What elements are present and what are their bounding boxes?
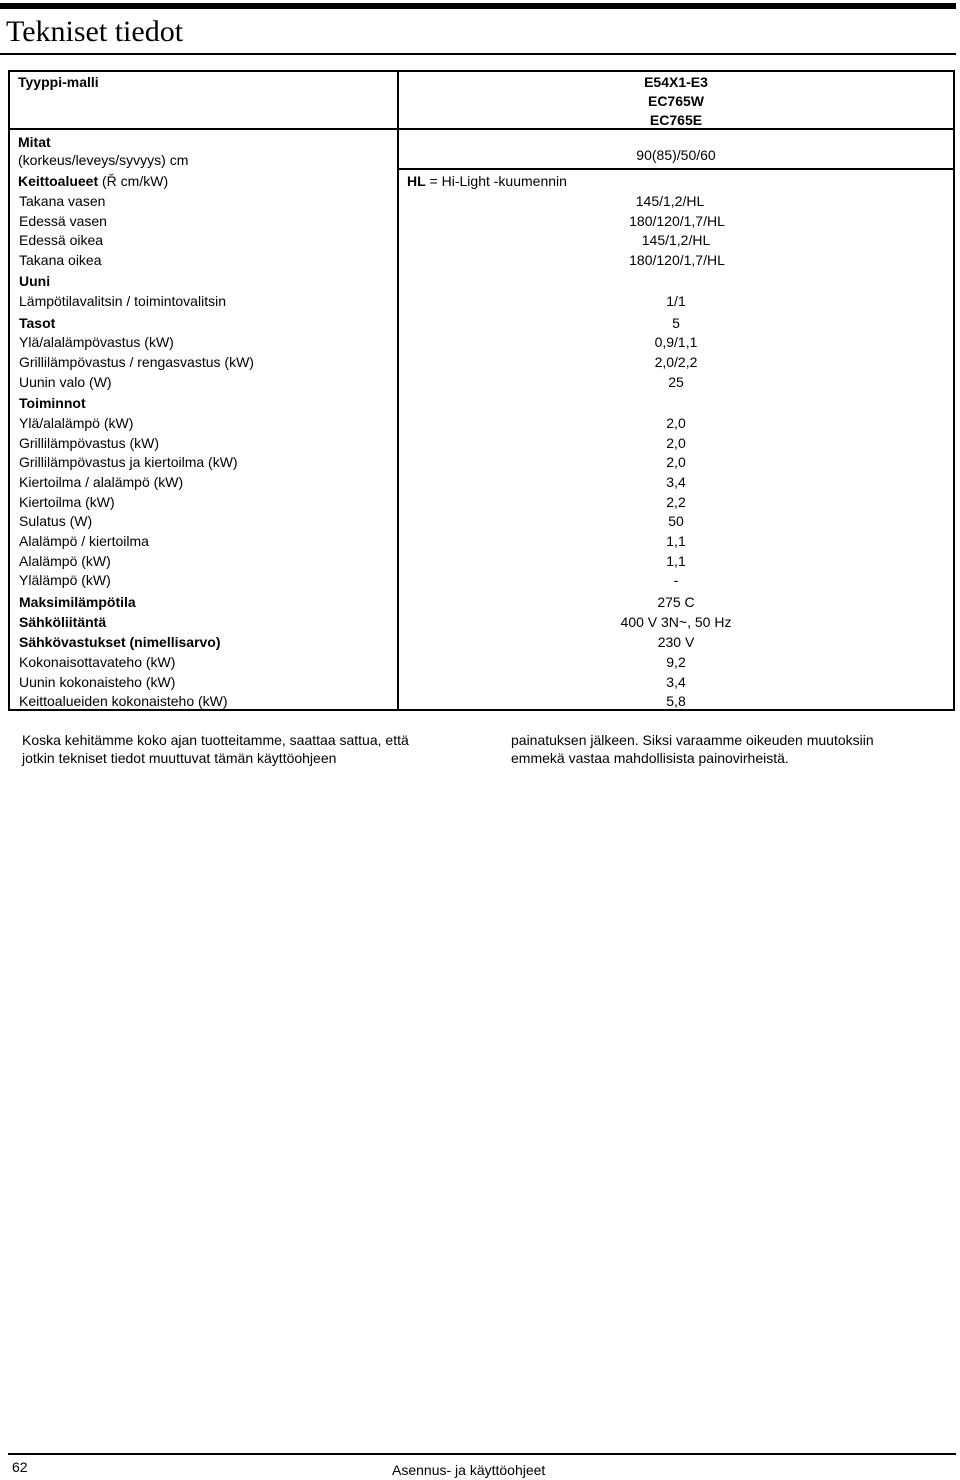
dimensions-label: Mitat — [18, 134, 51, 150]
row-value: 230 V — [657, 634, 695, 650]
row-label: Grillilämpövastus / rengasvastus (kW) — [19, 354, 254, 370]
row-label: Takana vasen — [19, 193, 106, 209]
row-value: 25 — [668, 374, 684, 390]
table-row — [10, 672, 953, 692]
table-row — [10, 531, 953, 551]
footer-title: Asennus- ja käyttöohjeet — [392, 1462, 546, 1478]
table-row — [10, 413, 953, 433]
type-model-label: Tyyppi-malli — [18, 74, 99, 90]
table-row — [10, 291, 953, 311]
table-row — [10, 472, 953, 492]
row-value: 2,0 — [666, 454, 686, 470]
table-row — [10, 433, 953, 453]
row-label: Ylä/alalämpö (kW) — [19, 415, 134, 431]
row-value: 1/1 — [666, 293, 686, 309]
table-row — [10, 691, 953, 711]
row-value: 145/1,2/HL — [641, 232, 711, 248]
row-label: Uunin valo (W) — [19, 374, 112, 390]
page-number: 62 — [12, 1459, 28, 1475]
row-label: Keittoalueiden kokonaisteho (kW) — [19, 693, 228, 709]
table-row — [10, 211, 953, 231]
row-value: 275 C — [657, 594, 695, 610]
hobs-label: Keittoalueet (Ř cm/kW) — [18, 173, 169, 189]
page-title: Tekniset tiedot — [6, 15, 184, 48]
table-row — [10, 250, 953, 270]
row-label: Ylä/alalämpövastus (kW) — [19, 334, 174, 350]
row-value: 400 V 3N~, 50 Hz — [620, 614, 732, 630]
footer-rule — [8, 1453, 956, 1455]
row-label: Lämpötilavalitsin / toimintovalitsin — [19, 293, 226, 309]
row-label: Kiertoilma / alalämpö (kW) — [19, 474, 184, 490]
table-row — [10, 592, 953, 612]
row-label: Alalämpö (kW) — [19, 553, 111, 569]
row-value: 5,8 — [666, 693, 686, 709]
row-label: Grillilämpövastus ja kiertoilma (kW) — [19, 454, 238, 470]
table-row — [10, 332, 953, 352]
row-value: 2,0 — [666, 435, 686, 451]
row-value: 2,2 — [666, 494, 686, 510]
row-value: 0,9/1,1 — [654, 334, 698, 350]
row-value: 3,4 — [666, 474, 686, 490]
row-divider — [398, 168, 955, 170]
table-row — [10, 372, 953, 392]
table-row — [10, 313, 953, 333]
table-row — [10, 612, 953, 632]
table-row — [10, 652, 953, 672]
table-row — [10, 511, 953, 531]
row-label: Ylälämpö (kW) — [19, 572, 111, 588]
row-label: Uunin kokonaisteho (kW) — [19, 674, 176, 690]
table-row — [10, 570, 953, 590]
top-rule — [0, 3, 956, 9]
row-label: Sähkövastukset (nimellisarvo) — [19, 634, 221, 650]
row-label: Maksimilämpötila — [19, 594, 136, 610]
model-name: EC765W — [647, 93, 705, 109]
row-value: 50 — [668, 513, 684, 529]
model-name: EC765E — [649, 112, 703, 128]
row-label: Sähköliitäntä — [19, 614, 107, 630]
table-row — [10, 191, 953, 211]
table-row — [10, 551, 953, 571]
note-right: painatuksen jälkeen. Siksi varaamme oikeuden muutoksiin emmekä vastaa mahdollisista painovirheistä. — [511, 732, 874, 766]
row-label: Kiertoilma (kW) — [19, 494, 115, 510]
row-value: 2,0/2,2 — [654, 354, 698, 370]
table-row — [10, 492, 953, 512]
row-label: Uuni — [19, 273, 51, 289]
row-value: 3,4 — [666, 674, 686, 690]
row-label: Kokonaisottavateho (kW) — [19, 654, 176, 670]
row-value: 2,0 — [666, 415, 686, 431]
row-value: 180/120/1,7/HL — [629, 252, 725, 268]
table-row — [10, 452, 953, 472]
row-value: 5 — [672, 315, 680, 331]
row-label: Edessä oikea — [19, 232, 104, 248]
dimensions-value: 90(85)/50/60 — [636, 147, 716, 163]
table-row — [10, 271, 953, 291]
row-value: 1,1 — [666, 553, 686, 569]
table-row — [10, 352, 953, 372]
row-value: 1,1 — [666, 533, 686, 549]
table-row — [10, 632, 953, 652]
row-label: Tasot — [19, 315, 56, 331]
dimensions-sub-label: (korkeus/leveys/syvyys) cm — [18, 152, 189, 168]
row-label: Takana oikea — [19, 252, 102, 268]
row-label: Grillilämpövastus (kW) — [19, 435, 160, 451]
row-label: Sulatus (W) — [19, 513, 93, 529]
title-rule — [0, 53, 956, 55]
hl-note: HL = Hi-Light -kuumennin — [407, 173, 567, 189]
row-value: - — [673, 572, 679, 588]
note-left: Koska kehitämme koko ajan tuotteitamme, saattaa sattua, että jotkin tekniset tiedot muuttuvat tämän käyttöohjeen — [22, 732, 409, 766]
model-name: E54X1-E3 — [644, 74, 708, 90]
row-label: Alalämpö / kiertoilma — [19, 533, 149, 549]
row-label: Toiminnot — [19, 395, 86, 411]
row-label: Edessä vasen — [19, 213, 107, 229]
table-row — [10, 230, 953, 250]
row-value: 180/120/1,7/HL — [629, 213, 725, 229]
row-value: 145/1,2/HL — [635, 193, 705, 209]
row-value: 9,2 — [666, 654, 686, 670]
table-row — [10, 393, 953, 413]
